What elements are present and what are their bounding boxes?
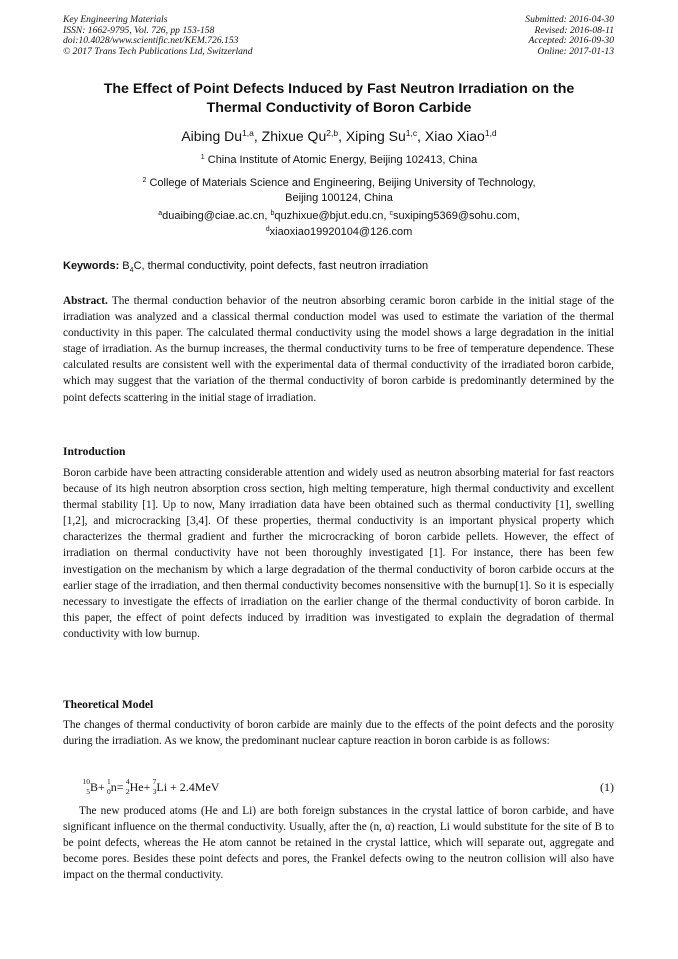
section-heading-theoretical-model: Theoretical Model xyxy=(63,699,154,711)
affiliation-sup: 2 xyxy=(142,177,147,184)
email-link[interactable]: suxiping5369@sohu.com, xyxy=(393,210,520,222)
journal-info xyxy=(63,15,253,57)
element-symbol: B xyxy=(90,780,99,794)
author-name: Zhixue Qu xyxy=(261,128,327,144)
keywords-label: Keywords: xyxy=(63,260,120,272)
energy-term: + 2.4MeV xyxy=(167,780,220,794)
atomic-number: 3 xyxy=(152,787,157,797)
affiliation-text: Beijing 100124, China xyxy=(285,192,393,204)
atomic-number: 5 xyxy=(86,787,90,797)
author-name: Xiao Xiao xyxy=(424,128,485,144)
abstract-text: The thermal conduction behavior of the neutron absorbing ceramic boron carbide in the initial stage of the irradiation was analyzed and a classical thermal conduction model was used to estimate the variation of the thermal conductivity in this paper. The calculated thermal conductivity using the model shows a large degradation in the initial stage of irradiation. As the burnup increases, the thermal conductivity turns to be free of temperature dependence. These calculated results are consistent well with the experimental data of thermal conductivity of the irradiated boron carbide, which may suggest that the variation of the thermal conductivity of boron carbide is predominantly determined by the point defects scattering in the initial stage of irradiation. xyxy=(63,295,614,404)
element-symbol: He xyxy=(129,780,144,794)
introduction-text: Boron carbide have been attracting considerable attention and widely used as neutron absorbing material for fast reactors because of its high neutron absorption cross section, high melting temperature, high thermal conductivity and excellent thermal stability [1]. Up to now, Many irradiation data have been obtained such as thermal conductivity [1], swelling [1,2], and microcracking [3,4]. Of these properties, thermal conductivity is an important physical property which characterizes the thermal gradient and further the microcracking of boron carbide pellets. However, the effect of irradiation on thermal conductivity have not been thoroughly investigated [1]. For instance, there has been few investigation on the mechanism by which a large degradation of the thermal conductivity of boron carbide occurs at the earlier stage of the irradiation, and then thermal conductivity becomes nonsensitive with the burnup[1]. So it is especially necessary to investigate the effects of irradiation on the earlier change of the thermal conductivity of boron carbide. In this paper, the effect of point defects induced by irradition was investigated to explain the degradation of thermal conductivity with low burnup. xyxy=(63,467,614,640)
author-name: Aibing Du xyxy=(181,128,243,144)
submission-dates xyxy=(525,15,614,57)
mass-number: 1 xyxy=(107,777,111,787)
date-submitted: Submitted: 2016-04-30 xyxy=(525,14,614,25)
author-sup: 1,d xyxy=(484,128,497,138)
email-sup: c xyxy=(389,210,394,217)
nuclide-neutron xyxy=(105,779,111,797)
mass-number: 4 xyxy=(125,777,130,787)
element-symbol: Li xyxy=(156,780,168,794)
author-sep: , xyxy=(417,128,425,144)
affiliation-text: College of Materials Science and Engineering, Beijing University of Technology, xyxy=(149,177,536,189)
abstract xyxy=(63,293,614,406)
email-link[interactable]: duaibing@ciae.ac.cn, xyxy=(162,210,271,222)
affiliation-2 xyxy=(60,173,618,206)
journal-copyright: © 2017 Trans Tech Publications Ltd, Switzerland xyxy=(63,45,253,57)
operator: + xyxy=(143,780,151,794)
email-sup: d xyxy=(265,226,270,233)
author-name: Xiping Su xyxy=(345,128,406,144)
journal-doi: doi:10.4028/www.scientific.net/KEM.726.153 xyxy=(63,35,239,47)
date-revised: Revised: 2016-08-11 xyxy=(534,24,614,36)
keywords-subscript: 4 xyxy=(129,267,134,275)
email-sup: a xyxy=(158,210,163,217)
date-online: Online: 2017-01-13 xyxy=(537,45,614,57)
equation-1 xyxy=(80,777,614,797)
keywords xyxy=(63,259,615,278)
keywords-text: C, thermal conductivity, point defects, fast neutron irradiation xyxy=(133,260,429,272)
author-sep: , xyxy=(253,128,262,144)
email-link[interactable]: xiaoxiao19920104@126.com xyxy=(269,226,413,238)
email-list xyxy=(60,207,618,239)
email-sup: b xyxy=(270,210,275,217)
author-list xyxy=(60,124,618,145)
author-sup: 1,a xyxy=(242,128,254,138)
author-sep: , xyxy=(338,128,346,144)
nuclide-helium xyxy=(124,779,130,797)
affiliation-1 xyxy=(60,150,618,168)
operator: = xyxy=(116,780,124,794)
mass-number: 10 xyxy=(82,777,90,787)
element-symbol: n xyxy=(110,780,117,794)
atomic-number: 0 xyxy=(107,787,111,797)
theory-text: The changes of thermal conductivity of boron carbide are mainly due to the effects of the point defects and the porosity during the irradiation. As we know, the predominant nuclear capture reaction in boron carbide is as follows: xyxy=(63,719,614,748)
mass-number: 7 xyxy=(152,777,157,787)
email-link[interactable]: quzhixue@bjut.edu.cn, xyxy=(274,210,390,222)
journal-name: Key Engineering Materials xyxy=(63,14,168,25)
keywords-text: B xyxy=(119,260,130,272)
author-sup: 2,b xyxy=(326,128,339,138)
journal-issn: ISSN: 1662-9795, Vol. 726, pp 153-158 xyxy=(63,24,215,36)
operator: + xyxy=(98,780,105,794)
nuclide-boron xyxy=(80,779,90,797)
author-sup: 1,c xyxy=(405,128,418,138)
title-line-2: Thermal Conductivity of Boron Carbide xyxy=(206,99,472,116)
affiliation-text: China Institute of Atomic Energy, Beijing 102413, China xyxy=(204,154,478,166)
date-accepted: Accepted: 2016-09-30 xyxy=(528,35,614,47)
atomic-number: 2 xyxy=(125,787,130,797)
paper-title xyxy=(60,80,618,117)
abstract-label: Abstract. xyxy=(63,295,108,307)
section-heading-introduction: Introduction xyxy=(63,446,126,458)
affiliation-sup: 1 xyxy=(200,154,205,161)
equation-number: (1) xyxy=(600,780,614,794)
nuclide-lithium xyxy=(150,779,156,797)
title-line-1: The Effect of Point Defects Induced by Fast Neutron Irradiation on the xyxy=(103,81,575,97)
theory-text-continued: The new produced atoms (He and Li) are both foreign substances in the crystal lattice of boron carbide, and have significant influence on the thermal conductivity. Usually, after the (n, α) reaction, Li would substitute for the site of B to be point defects, whereas the He atom cannot be retained in the crystal lattice, which will separate out, aggregate and become pores. Besides these point defects and pores, the Frankel defects owing to the neutron collision will also have impact on the thermal conductivity. xyxy=(63,805,614,882)
